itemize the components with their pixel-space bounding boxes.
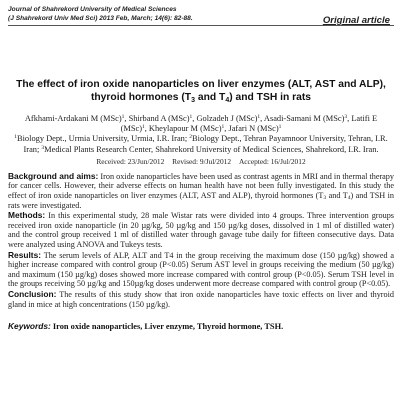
background-subscript-3: 3 (323, 195, 327, 201)
abstract-conclusion (8, 290, 394, 309)
header-divider (8, 25, 394, 26)
submission-dates (14, 157, 388, 166)
title-part-1: The effect of iron oxide nanoparticles on liver enzymes (ALT, AST and ALP), thyroid hormones (T (16, 79, 386, 103)
author-affiliation-mark: 1 (257, 114, 261, 120)
affiliation-mark: 2 (189, 134, 193, 141)
author-6: Kheylapour M (MSc)$^1$, (148, 124, 229, 134)
author-affiliation-mark: 1 (141, 124, 145, 131)
affiliations (14, 134, 387, 153)
conclusion-text: The results of this study show that iron oxide nanoparticles have toxic effects on liver and thyroid gland in mice at high concentrations (150 µg/kg). (8, 289, 394, 309)
author-2: Shirband A (MSc)$^1$, (128, 114, 197, 123)
abstract-results (8, 251, 394, 289)
affiliation-2: Biology Dept., Tehran Payamnoor University, Tehran, I.R. Iran; (23, 134, 388, 154)
abstract (8, 172, 394, 309)
author-4: Asadi-Samani M (MSc)$^3$, (263, 114, 352, 123)
journal-name: Journal of Shahrekord University of Medical Sciences (8, 6, 177, 13)
author-name: Golzadeh J (MSc) (196, 114, 258, 123)
title-subscript-3: 3 (191, 97, 195, 104)
author-name: Kheylapour M (MSc) (148, 124, 222, 134)
author-1: Afkhami-Ardakani M (MSc)$^1$, (24, 114, 129, 123)
author-name: Asadi-Samani M (MSc) (263, 114, 345, 123)
author-affiliation-mark: 1 (278, 124, 282, 131)
author-5: Latifi E (MSc)$^1$, (120, 114, 378, 134)
author-affiliation-mark: 1 (121, 114, 125, 120)
article-page (8, 6, 394, 332)
author-name: Shirband A (MSc) (128, 114, 190, 123)
keywords-text: Iron oxide nanoparticles, Liver enzyme, Thyroid hormone, TSH. (50, 322, 284, 332)
author-block (14, 114, 388, 155)
title-subscript-4: 4 (225, 97, 230, 104)
affiliation-mark: 1 (14, 134, 18, 141)
author-affiliation-mark: 3 (344, 114, 348, 120)
abstract-background: Background and aims: Iron oxide nanoparticles have been used as contrast agents in MRI and in thermal therapy for cancer cells. However, their adverse effects on human health have not been fully investigated. In this study the effect of iron oxide nanoparticles on liver enzymes (ALT, AST and ALP), thyroid hormones ($T_3$ and $T_4$) and TSH in rats were investigated. (8, 170, 394, 210)
results-label: Results: (8, 249, 42, 260)
accepted-date: Accepted: 16/Jul/2012 (238, 156, 306, 166)
article-title (14, 78, 388, 104)
author-name: Latifi E (MSc) (120, 114, 378, 134)
keywords (8, 321, 394, 332)
article-type-label: Original article (322, 15, 390, 26)
methods-label: Methods: (8, 210, 46, 221)
keywords-label: Keywords: (8, 321, 51, 332)
affiliation-1: Biology Dept., Urmia University, Urmia, I.R. Iran; (17, 134, 190, 144)
author-affiliation-mark: 1 (189, 114, 193, 120)
received-date: Received: 23/Jun/2012 (96, 156, 165, 166)
journal-header (8, 6, 394, 40)
background-label: Background and aims: (8, 170, 99, 181)
affiliation-mark: 3 (41, 144, 45, 151)
affiliation-3: Medical Plants Research Center, Shahrekord University of Medical Sciences, Shahrekord, I.R. Iran. (44, 144, 379, 154)
author-3: Golzadeh J (MSc)$^1$, (196, 114, 264, 123)
author-affiliation-mark: 1 (221, 124, 225, 131)
background-subscript-4: 4 (347, 195, 351, 201)
author-name: Jafari N (MSc) (228, 124, 279, 134)
author-name: Afkhami-Ardakani M (MSc) (24, 114, 122, 123)
background-text: Iron oxide nanoparticles have been used as contrast agents in MRI and in thermal therapy for cancer cells. However, their adverse effects on human health have not been fully investigated. In this study the effect of iron oxide nanoparticles on liver enzymes (ALT, AST and ALP), thyroid hormones (T (8, 171, 394, 200)
title-part-2: and T (194, 92, 226, 103)
results-text: The serum levels of ALP, ALT and T4 in the group receiving the maximum dose (150 µg/kg) showed a higher increase compared with control group (P<0.05) Serum AST level in groups receiving the medium (50 µg/kg) and maximum (150 µg/kg) doses showed more increase compared with control group (P<0.05). Serum TSH level in the groups receiving 50 µg/kg and 150µg/kg doses underwent more decrease compared with control group (P<0.05). (8, 250, 394, 289)
methods-text: In this experimental study, 28 male Wistar rats were divided into 4 groups. Three intervention groups received iron oxide nanoparticle (in 20 µg/kg, 50 µg/kg and 150 µg/kg doses, dissolved in 1 ml of distilled water) and the control group received 1 ml of distilled water through gavage tube daily for fifteen consecutive days. Data were analyzed using ANOVA and Tukeys tests. (8, 211, 394, 249)
title-part-3: ) and TSH in rats (229, 92, 312, 103)
conclusion-label: Conclusion: (8, 288, 57, 299)
abstract-methods (8, 211, 394, 249)
author-7 (228, 124, 281, 133)
journal-citation: (J Shahrekord Univ Med Sci) 2013 Feb, March; 14(6): 82-88. (8, 15, 193, 22)
revised-date: Revised: 9/Jul/2012 (172, 156, 232, 166)
